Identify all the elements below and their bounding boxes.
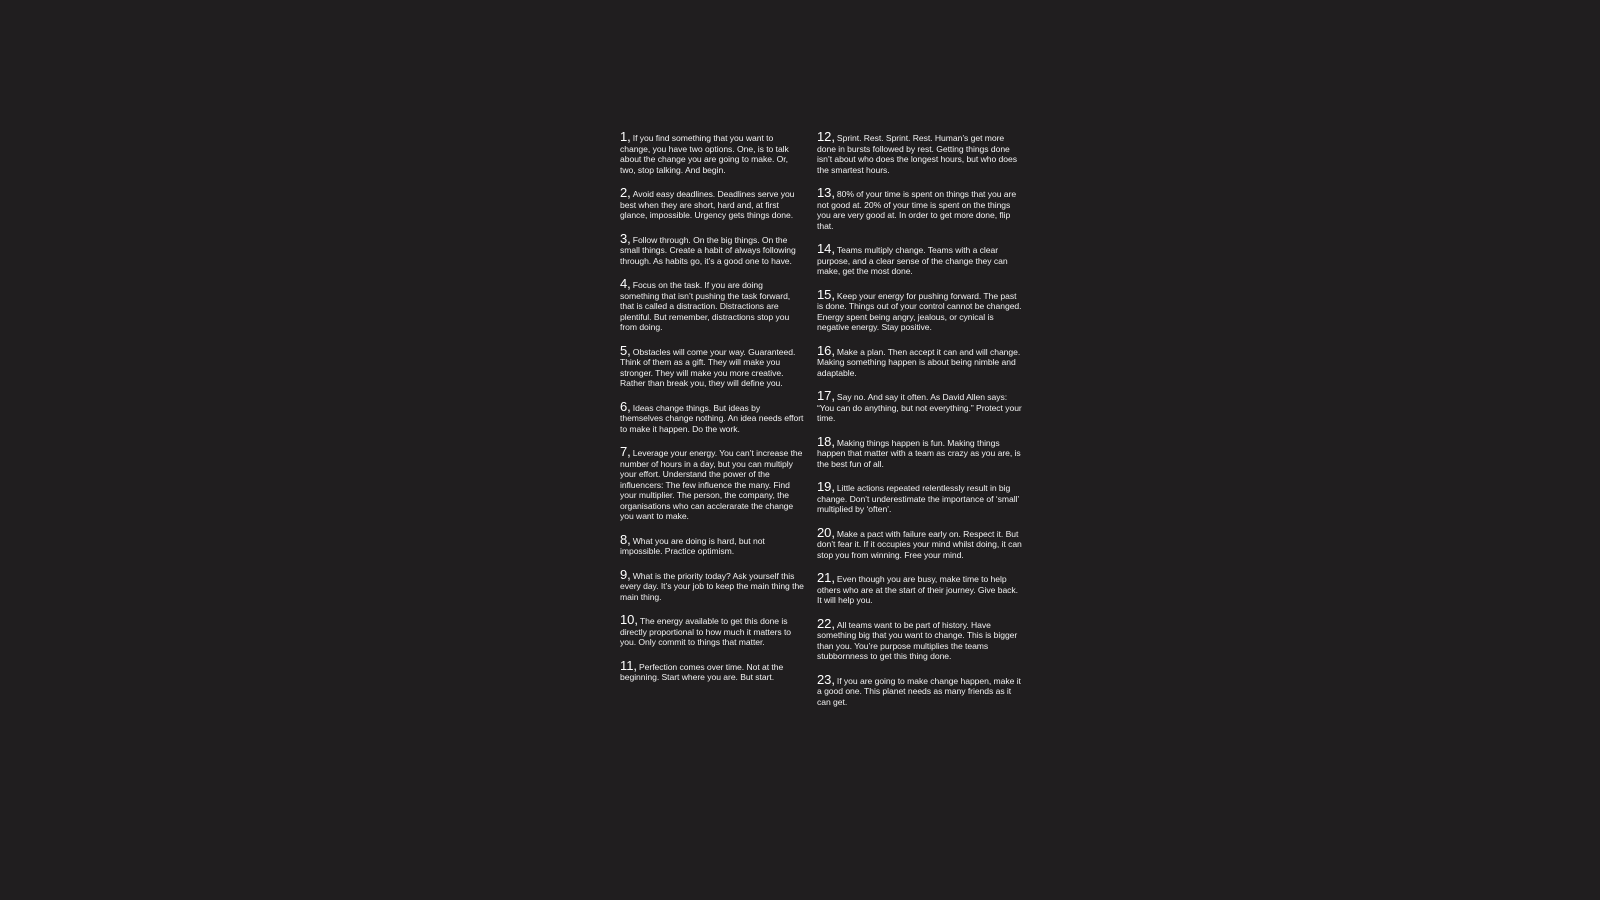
item-number: 10, (620, 612, 638, 627)
item-text: Say no. And say it often. As David Allen says: “You can do anything, but not everything.” Protect your time. (817, 392, 1022, 423)
item-number: 20, (817, 524, 835, 540)
list-item (817, 479, 1023, 515)
item-text: What you are doing is hard, but not impossible. Practice optimism. (620, 535, 765, 556)
item-number: 9, (620, 566, 631, 582)
item-number: 1, (620, 129, 631, 144)
right-column (817, 129, 1023, 707)
list-item (620, 566, 804, 603)
item-number: 12, (817, 129, 835, 144)
item-number: 18, (817, 433, 835, 449)
list-item (817, 615, 1023, 662)
item-text: If you find something that you want to change, you have two options. One, is to talk about the change you are going to make. Or, two, stop talking. And begin. (620, 133, 789, 175)
item-number: 16, (817, 342, 835, 358)
list-item (817, 342, 1023, 379)
item-number: 6, (620, 398, 631, 414)
item-number: 7, (620, 444, 631, 459)
list-item (620, 230, 804, 267)
list-item (817, 433, 1023, 470)
item-text: Little actions repeated relentlessly result in big change. Don’t underestimate the importance of ‘small’ multiplied by ‘often’. (817, 483, 1019, 514)
list-item (620, 612, 804, 648)
list-item (817, 388, 1023, 424)
item-text: Ideas change things. But ideas by themselves change nothing. An idea needs effort to make it happen. Do the work. (620, 402, 804, 434)
item-text: Keep your energy for pushing forward. The past is done. Things out of your control cannot be changed. Energy spent being angry, jealous, or cynical is negative energy. Stay positive. (817, 290, 1022, 332)
item-text: Obstacles will come your way. Guaranteed. Think of them as a gift. They will make you stronger. They will make you more creative. Rather than break you, they will define you. (620, 346, 796, 388)
item-text: All teams want to be part of history. Have something big that you want to change. This is bigger than you. You’re purpose multiplies the teams stubbornness to get this thing done. (817, 619, 1018, 661)
list-item (817, 241, 1023, 277)
item-text: Even though you are busy, make time to help others who are at the start of their journey. Give back. It will help you. (817, 574, 1019, 605)
item-number: 14, (817, 241, 835, 256)
item-text: 80% of your time is spent on things that you are not good at. 20% of your time is spent on the things you are very good at. In order to get more done, flip that. (817, 189, 1017, 231)
list-item (620, 444, 804, 522)
list-item (620, 342, 804, 389)
item-number: 17, (817, 388, 835, 403)
list-item (817, 185, 1023, 231)
item-text: Leverage your energy. You can’t increase the number of hours in a day, but you can multiply your effort. Understand the power of the influencers: The few influence the many. Find your multiplier. The person, the company, the organisations who can acclerarate the change you want to make. (620, 448, 803, 521)
item-number: 21, (817, 570, 835, 585)
item-text: Make a pact with failure early on. Respect it. But don’t fear it. If it occupies your mind whilst doing, it can stop you from winning. Free your mind. (817, 528, 1022, 560)
item-number: 3, (620, 230, 631, 246)
item-number: 2, (620, 185, 631, 200)
item-text: The energy available to get this done is directly proportional to how much it matters to you. Only commit to things that matter. (620, 616, 792, 647)
list-item (620, 185, 804, 221)
item-text: Make a plan. Then accept it can and will change. Making something happen is about being nimble and adaptable. (817, 346, 1021, 378)
item-number: 22, (817, 615, 835, 631)
list-item (817, 570, 1023, 606)
item-text: If you are going to make change happen, make it a good one. This planet needs as many friends as it can get. (817, 675, 1021, 707)
item-text: Sprint. Rest. Sprint. Rest. Human’s get more done in bursts followed by rest. Getting things done isn’t about who does the longest hours, but who does the smartest hours. (817, 133, 1017, 175)
item-number: 19, (817, 479, 835, 494)
item-number: 8, (620, 531, 631, 547)
list-item (620, 531, 804, 557)
item-text: What is the priority today? Ask yourself this every day. It’s your job to keep the main thing the main thing. (620, 570, 804, 602)
item-number: 5, (620, 342, 631, 358)
list-item (620, 129, 804, 175)
list-item (620, 398, 804, 435)
list-item (817, 129, 1023, 175)
list-item (620, 657, 804, 683)
item-number: 23, (817, 671, 835, 687)
list-item (817, 524, 1023, 561)
item-text: Avoid easy deadlines. Deadlines serve you best when they are short, hard and, at first glance, impossible. Urgency gets things done. (620, 189, 795, 220)
item-text: Making things happen is fun. Making things happen that matter with a team as crazy as you are, is the best fun of all. (817, 437, 1021, 469)
list-item (817, 286, 1023, 333)
item-number: 11, (620, 657, 637, 673)
item-number: 4, (620, 276, 631, 291)
list-item (620, 276, 804, 333)
item-number: 15, (817, 286, 835, 302)
item-text: Perfection comes over time. Not at the beginning. Start where you are. But start. (620, 661, 784, 682)
list-item (817, 671, 1023, 708)
left-column (620, 129, 804, 683)
item-number: 13, (817, 185, 835, 200)
item-text: Teams multiply change. Teams with a clear purpose, and a clear sense of the change they can make, get the most done. (817, 245, 1008, 276)
item-text: Focus on the task. If you are doing something that isn’t pushing the task forward, that is called a distraction. Distractions are plentiful. But remember, distractions stop you from doing. (620, 280, 791, 332)
item-text: Follow through. On the big things. On the small things. Create a habit of always following through. As habits go, it’s a good one to have. (620, 234, 796, 266)
